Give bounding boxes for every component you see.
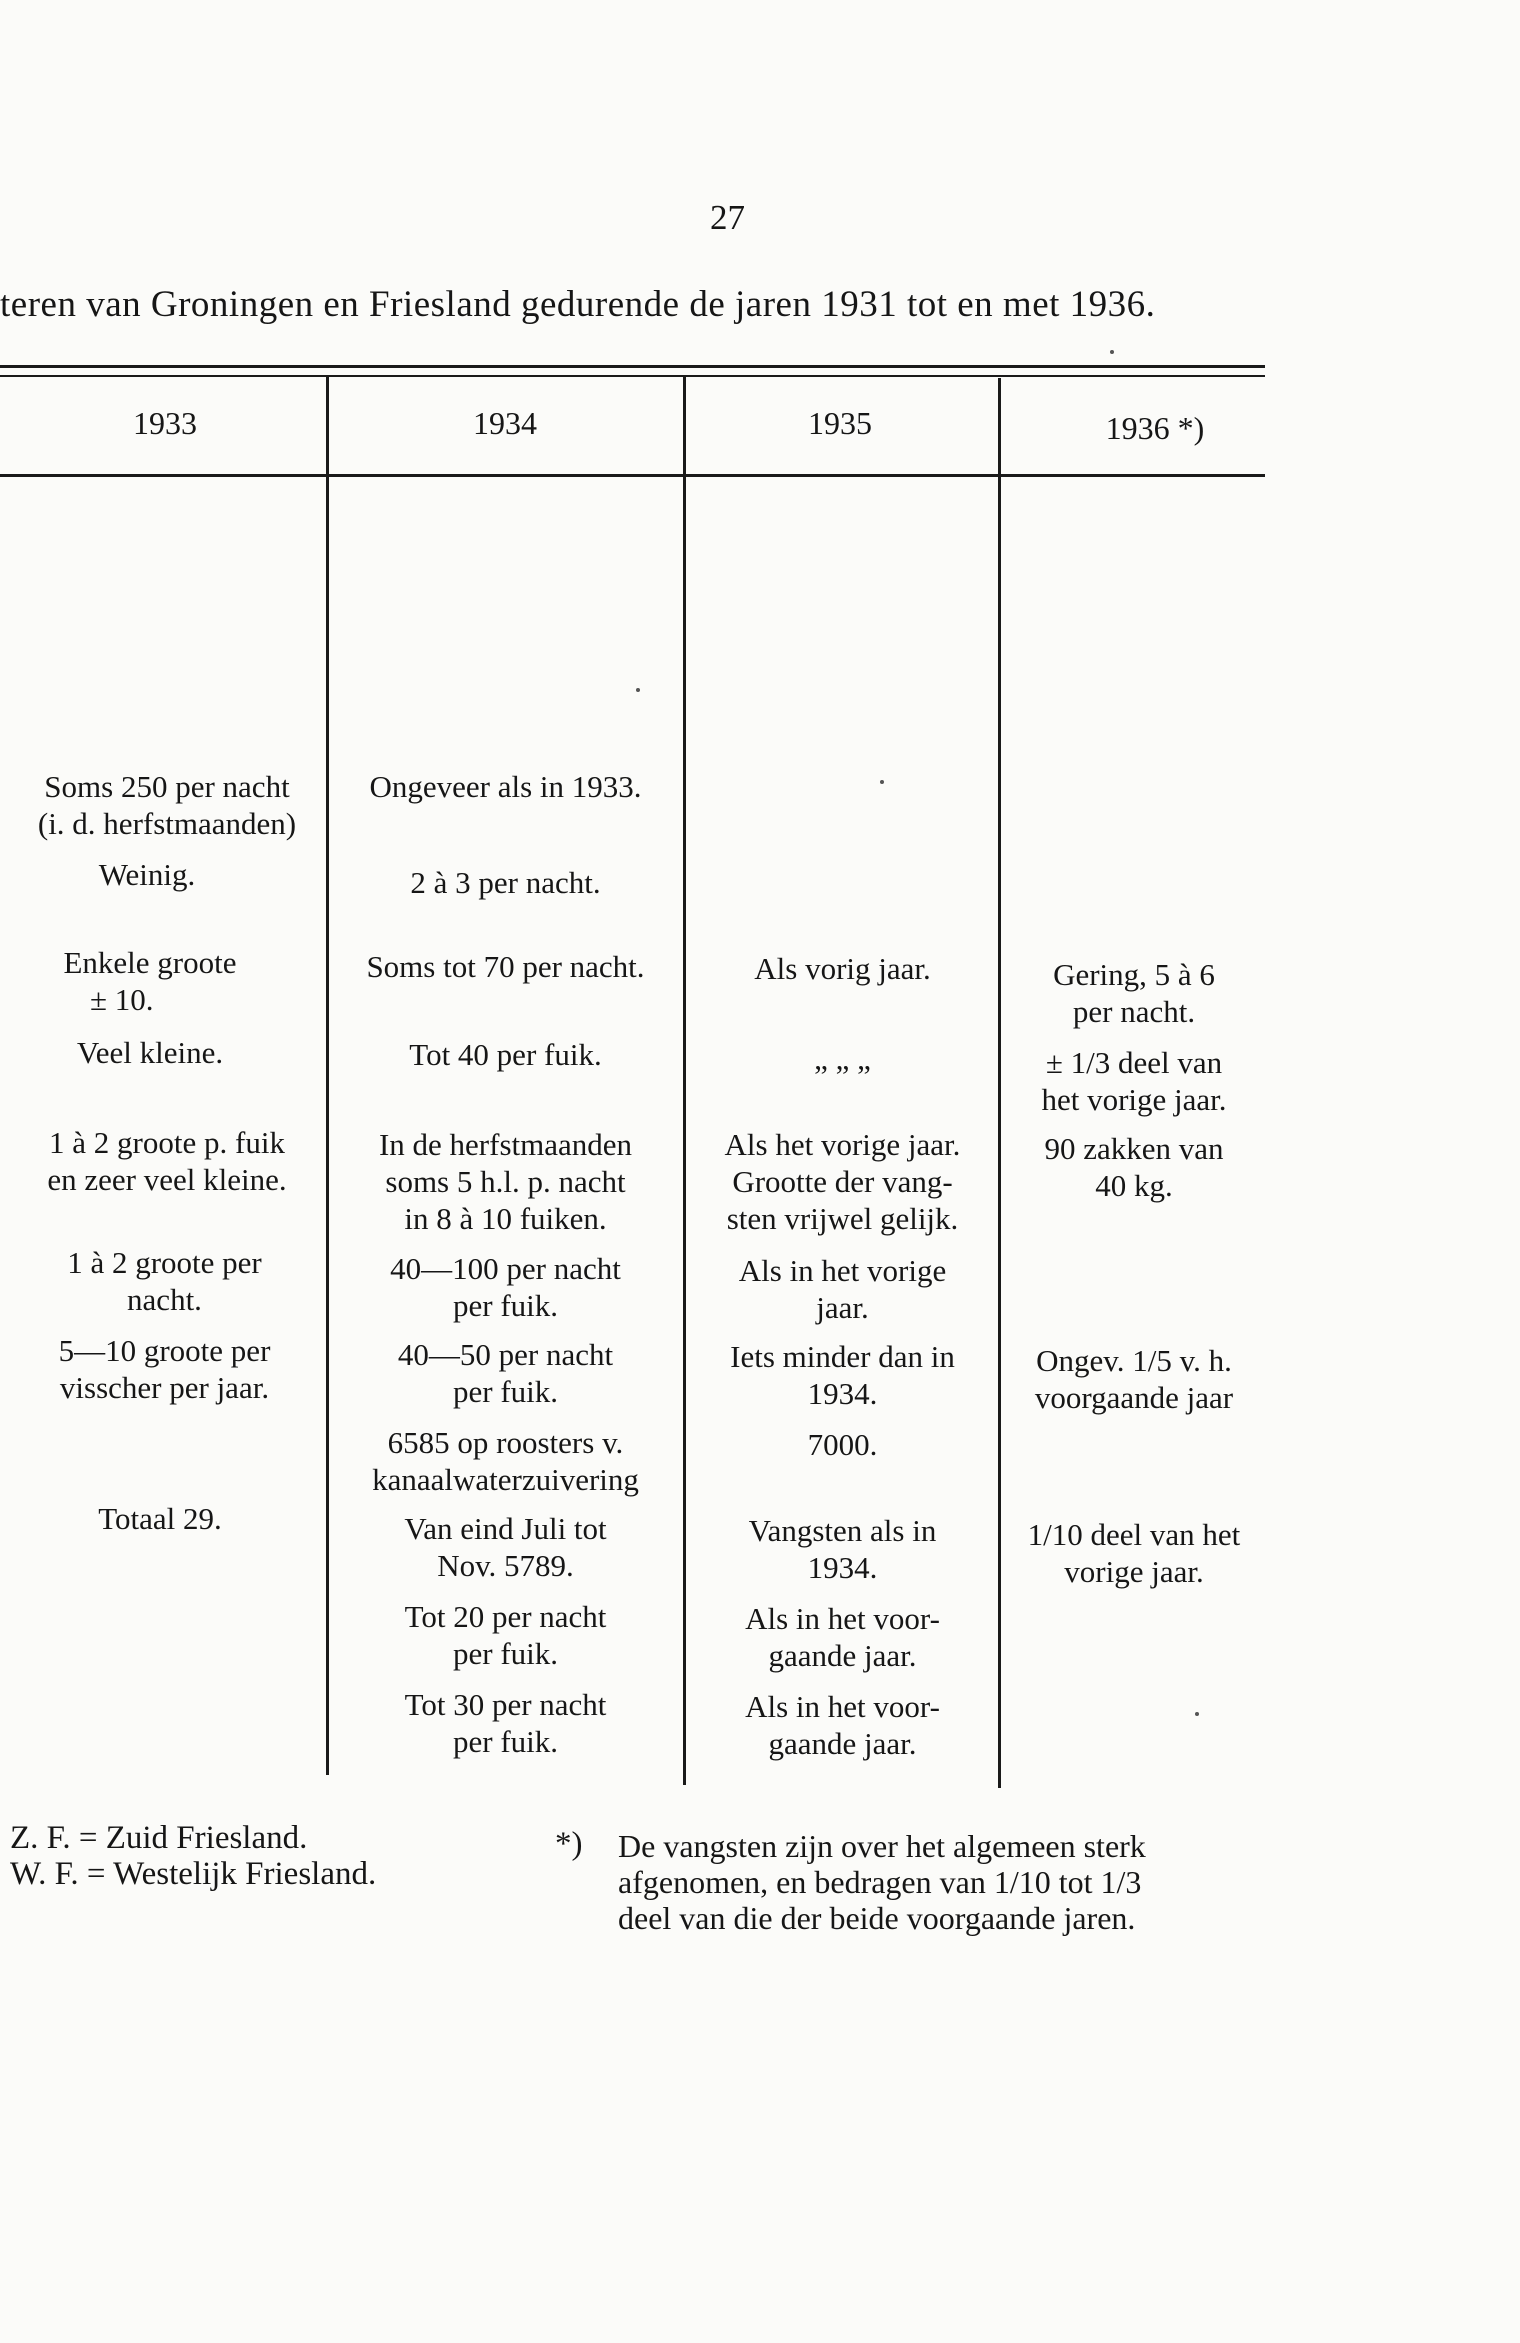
- cell-1935-row5: Als het vorige jaar. Grootte der vang- sten vrijwel gelijk.: [724, 1127, 961, 1236]
- cell-1934-row7: 40—50 per nacht per fuik.: [397, 1337, 614, 1409]
- column-divider-2: [683, 375, 686, 1785]
- cell-1936-row3: Gering, 5 à 6 per nacht.: [1053, 957, 1215, 1029]
- table-caption: teren van Groningen en Friesland gedurende de jaren 1931 tot en met 1936.: [0, 284, 1156, 325]
- header-1935: 1935: [808, 405, 872, 441]
- cell-1936-row9: 1/10 deel van het vorige jaar.: [1027, 1517, 1241, 1589]
- cell-1933-row5: 1 à 2 groote p. fuik en zeer veel kleine.: [47, 1125, 287, 1197]
- cell-1933-total: Totaal 29.: [98, 1501, 222, 1536]
- cell-1934-row9: Van eind Juli tot Nov. 5789.: [404, 1511, 607, 1583]
- cell-1934-row1: Ongeveer als in 1933.: [369, 769, 642, 804]
- column-divider-1: [326, 375, 329, 1775]
- cell-1933-row2: Weinig.: [98, 857, 196, 892]
- cell-1933-row3: Enkele groote ± 10.: [63, 945, 237, 1017]
- cell-1935-row9: Vangsten als in 1934.: [748, 1513, 937, 1585]
- scan-speck: [880, 780, 884, 784]
- header-bottom-rule: [0, 474, 1265, 477]
- scan-speck: [1110, 350, 1114, 354]
- header-1934: 1934: [473, 405, 537, 441]
- footnote-marker: *): [555, 1826, 583, 1862]
- scan-speck: [636, 688, 640, 692]
- header-1933: 1933: [133, 405, 197, 441]
- header-1936: 1936 *): [1105, 410, 1205, 446]
- cell-1935-row4: „ „ „: [814, 1041, 871, 1076]
- column-divider-3: [998, 378, 1001, 1788]
- cell-1935-row11: Als in het voor- gaande jaar.: [745, 1689, 940, 1761]
- cell-1934-row4: Tot 40 per fuik.: [409, 1037, 602, 1072]
- scan-speck: [1195, 1712, 1199, 1716]
- cell-1935-row8: 7000.: [807, 1427, 878, 1462]
- table-top-rule: [0, 365, 1265, 368]
- cell-1935-row10: Als in het voor- gaande jaar.: [745, 1601, 940, 1673]
- cell-1935-row3: Als vorig jaar.: [754, 951, 931, 986]
- cell-1936-row7: Ongev. 1/5 v. h. voorgaande jaar: [1034, 1343, 1234, 1415]
- cell-1933-row7: 5—10 groote per visscher per jaar.: [58, 1333, 271, 1405]
- cell-1934-row10: Tot 20 per nacht per fuik.: [404, 1599, 607, 1671]
- cell-1934-row6: 40—100 per nacht per fuik.: [390, 1251, 621, 1323]
- cell-1936-row5: 90 zakken van 40 kg.: [1044, 1131, 1224, 1203]
- cell-1934-row8: 6585 op roosters v. kanaalwaterzuivering: [372, 1425, 639, 1497]
- cell-1934-row3: Soms tot 70 per nacht.: [366, 949, 645, 984]
- cell-1933-row1: Soms 250 per nacht (i. d. herfstmaanden): [37, 769, 297, 841]
- cell-1935-row7: Iets minder dan in 1934.: [730, 1339, 955, 1411]
- cell-1933-row4: Veel kleine.: [76, 1035, 224, 1070]
- cell-1934-row2: 2 à 3 per nacht.: [410, 865, 601, 900]
- cell-1936-row4: ± 1/3 deel van het vorige jaar.: [1041, 1045, 1227, 1117]
- cell-1934-row5: In de herfstmaanden soms 5 h.l. p. nacht in 8 à 10 fuiken.: [378, 1127, 633, 1236]
- footnote-text: De vangsten zijn over het algemeen sterk afgenomen, en bedragen van 1/10 tot 1/3 deel van die der beide voorgaande jaren.: [618, 1828, 1146, 1936]
- table-top-rule-second: [0, 375, 1265, 377]
- abbreviation-legend: Z. F. = Zuid Friesland. W. F. = Westelijk Friesland.: [10, 1820, 377, 1892]
- cell-1934-row11: Tot 30 per nacht per fuik.: [404, 1687, 607, 1759]
- page-number: 27: [710, 198, 745, 237]
- cell-1935-row6: Als in het vorige jaar.: [738, 1253, 947, 1325]
- cell-1933-row6: 1 à 2 groote per nacht.: [67, 1245, 262, 1317]
